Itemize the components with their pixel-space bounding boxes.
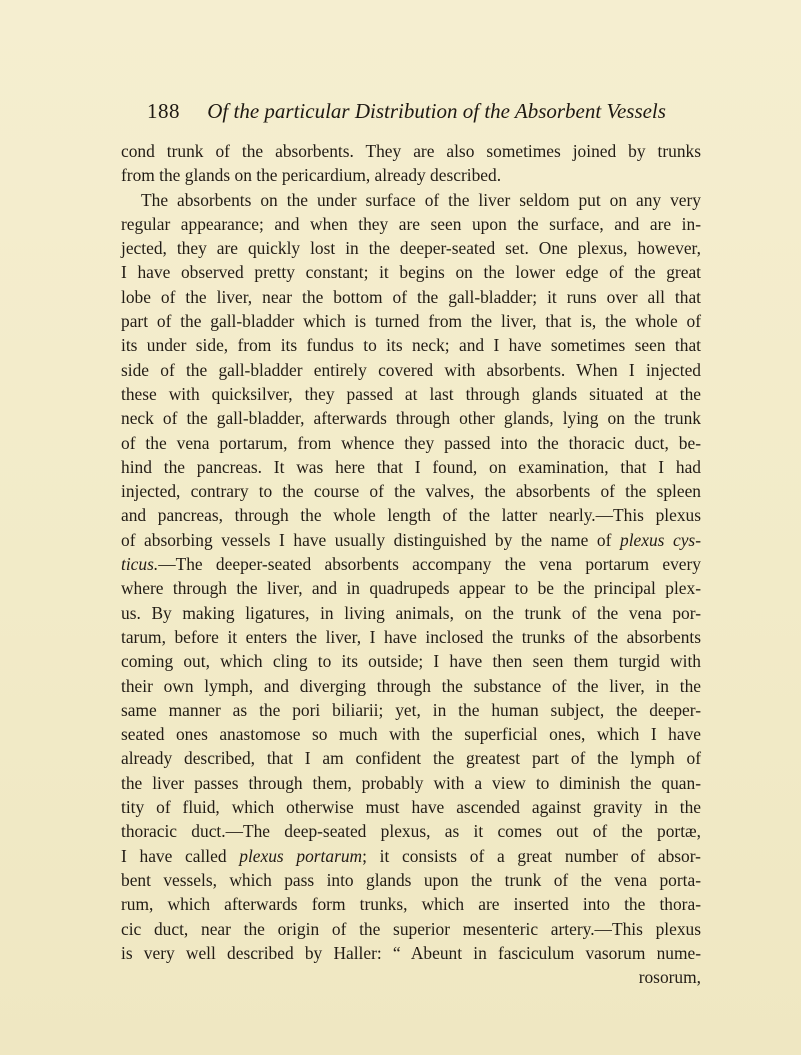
page-number: 188	[147, 99, 180, 123]
text-line: already described, that I am confident the greatest part of the lymph of	[121, 748, 701, 769]
text-line: same manner as the pori biliarii; yet, in the human subject, the deeper-	[121, 699, 701, 720]
text-line: bent vessels, which pass into glands upon the trunk of the vena porta-	[121, 869, 701, 890]
text-line: and pancreas, through the whole length of the latter nearly.—This plexus	[121, 505, 701, 526]
text-line: tity of fluid, which otherwise must have ascended against gravity in the	[121, 797, 701, 818]
text-line: seated ones anastomose so much with the superficial ones, which I have	[121, 724, 701, 745]
text-line: tarum, before it enters the liver, I have inclosed the trunks of the absorbents	[121, 626, 701, 647]
text-fragment: ; it consists of a great number of absor-	[362, 845, 701, 866]
text-line: of the vena portarum, from whence they passed into the thoracic duct, be-	[121, 432, 701, 453]
text-line: regular appearance; and when they are seen upon the surface, and are in-	[121, 213, 701, 234]
text-line: neck of the gall-bladder, afterwards through other glands, lying on the trunk	[121, 408, 701, 429]
body-text	[121, 139, 701, 989]
text-line: rum, which afterwards form trunks, which are inserted into the thora-	[121, 894, 701, 915]
text-fragment: of absorbing vessels I have usually distinguished by the name of	[121, 529, 612, 550]
text-line	[121, 844, 701, 868]
text-line: hind the pancreas. It was here that I found, on examination, that I had	[121, 456, 701, 477]
text-line: cond trunk of the absorbents. They are also sometimes joined by trunks	[121, 141, 701, 161]
text-line: the liver passes through them, probably with a view to diminish the quan-	[121, 772, 701, 793]
text-line	[121, 552, 701, 576]
text-line: The absorbents on the under surface of the liver seldom put on any very	[141, 189, 701, 210]
text-line: I have observed pretty constant; it begins on the lower edge of the great	[121, 262, 701, 283]
text-line: from the glands on the pericardium, already described.	[121, 165, 502, 186]
text-line: is very well described by Haller: “ Abeunt in fasciculum vasorum nume-	[121, 942, 701, 963]
text-fragment: I have called	[121, 845, 227, 866]
text-line: injected, contrary to the course of the valves, the absorbents of the spleen	[121, 481, 701, 502]
text-line: cic duct, near the origin of the superior mesenteric artery.—This plexus	[121, 918, 701, 939]
text-line: us. By making ligatures, in living animals, on the trunk of the vena por-	[121, 602, 701, 623]
running-head	[147, 96, 707, 126]
catchword: rosorum,	[638, 967, 701, 988]
text-line: part of the gall-bladder which is turned from the liver, that is, the whole of	[121, 311, 701, 332]
italic-term: plexus portarum	[239, 845, 363, 866]
text-line: thoracic duct.—The deep-seated plexus, as it comes out of the portæ,	[121, 821, 701, 842]
text-line: where through the liver, and in quadrupeds appear to be the principal plex-	[121, 578, 701, 599]
text-line: their own lymph, and diverging through the substance of the liver, in the	[121, 675, 701, 696]
text-line	[121, 528, 701, 552]
text-line: jected, they are quickly lost in the deeper-seated set. One plexus, however,	[121, 238, 701, 259]
text-fragment: —The deeper-seated absorbents accompany the vena portarum every	[158, 554, 701, 575]
running-head-title: Of the particular Distribution of the Absorbent Vessels	[207, 99, 666, 123]
text-line: coming out, which cling to its outside; I have then seen them turgid with	[121, 651, 701, 672]
italic-term: plexus cys-	[620, 529, 701, 550]
italic-term: ticus.	[121, 554, 159, 575]
text-line: these with quicksilver, they passed at last through glands situated at the	[121, 383, 701, 404]
text-line: side of the gall-bladder entirely covered with absorbents. When I injected	[121, 359, 701, 380]
text-line: its under side, from its fundus to its neck; and I have sometimes seen that	[121, 335, 701, 356]
text-line: lobe of the liver, near the bottom of the gall-bladder; it runs over all that	[121, 286, 701, 307]
